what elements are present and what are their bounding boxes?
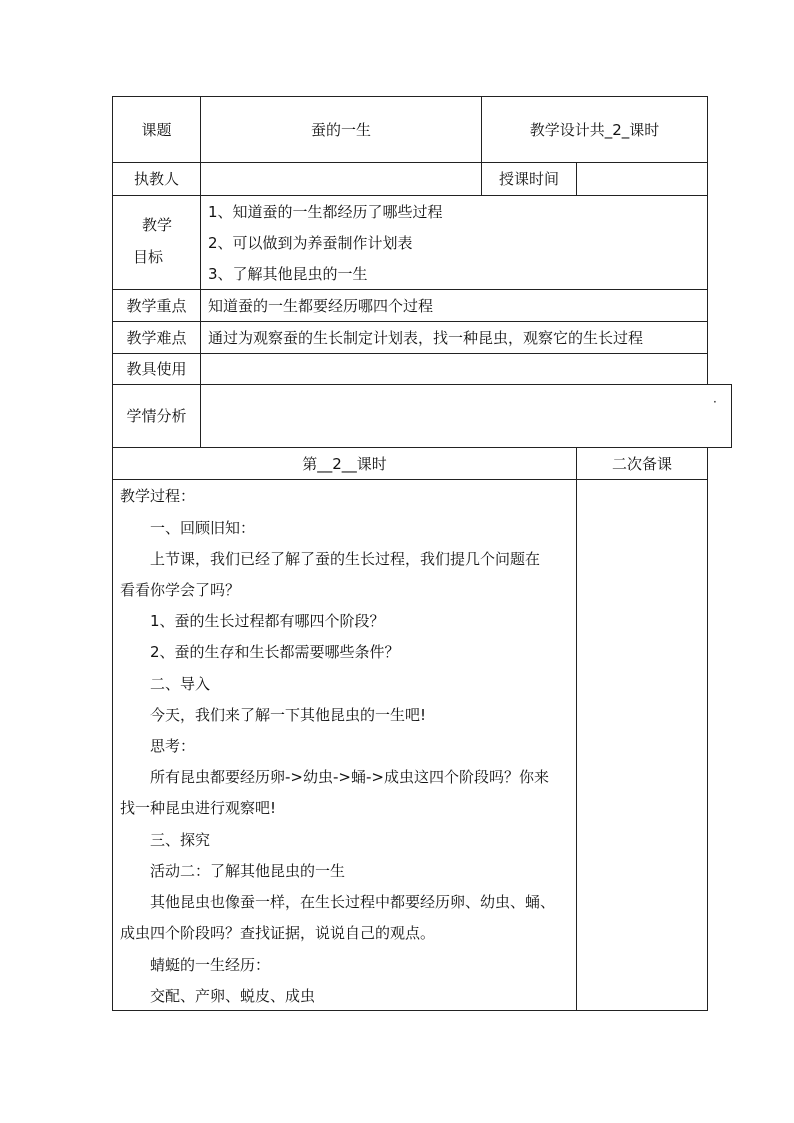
process-line: 三、探究	[150, 831, 211, 849]
session-label: 第__2__课时	[302, 454, 387, 473]
process-line: 找一种昆虫进行观察吧!	[120, 799, 277, 817]
border	[112, 1010, 708, 1011]
time-value	[582, 163, 706, 195]
process-line: 教学过程：	[120, 487, 196, 505]
key-points-value: 知道蚕的一生都要经历哪四个过程	[208, 296, 434, 315]
process-line: 2、蚕的生存和生长都需要哪些条件？	[150, 643, 400, 661]
tools-value	[208, 354, 706, 384]
process-line: 一、回顾旧知：	[150, 519, 256, 537]
process-line: 其他昆虫也像蚕一样，在生长过程中都要经历卵、幼虫、蛹、	[150, 893, 556, 911]
process-line: 所有昆虫都要经历卵->幼虫->蛹->成虫这四个阶段吗？你来	[150, 768, 549, 786]
goals-label-line1: 教学	[142, 216, 173, 234]
analysis-value	[208, 385, 706, 447]
process-line: 上节课，我们已经了解了蚕的生长过程，我们提几个问题在	[150, 550, 541, 568]
process-line: 今天，我们来了解一下其他昆虫的一生吧!	[150, 706, 427, 724]
topic-label: 课题	[141, 120, 172, 139]
analysis-mark: ·	[713, 395, 717, 409]
goal-item: 1、知道蚕的一生都经历了哪些过程	[208, 203, 443, 221]
teacher-label: 执教人	[133, 170, 179, 188]
border	[707, 447, 708, 1011]
process-line: 蜻蜓的一生经历：	[150, 956, 271, 974]
secondary-notes	[577, 480, 707, 1010]
border	[707, 96, 708, 385]
process-line: 二、导入	[150, 675, 211, 693]
process-line: 活动二：了解其他昆虫的一生	[150, 862, 346, 880]
border	[576, 162, 577, 196]
process-line: 1、蚕的生长过程都有哪四个阶段？	[150, 612, 385, 630]
goal-item: 3、了解其他昆虫的一生	[208, 265, 368, 283]
teaching-process	[113, 480, 576, 1010]
goals-list	[201, 196, 707, 289]
goal-item: 2、可以做到为养蚕制作计划表	[208, 234, 413, 252]
process-line: 看看你学会了吗？	[120, 581, 241, 599]
analysis-label: 学情分析	[126, 407, 187, 425]
goals-label-line2: 目标	[133, 248, 164, 266]
tools-label: 教具使用	[126, 360, 187, 378]
time-label: 授课时间	[498, 170, 559, 188]
process-line: 成虫四个阶段吗？查找证据，说说自己的观点。	[120, 924, 436, 942]
notes-label: 二次备课	[611, 454, 672, 473]
border	[731, 384, 732, 448]
teacher-value	[206, 163, 480, 195]
difficulties-value: 通过为观察蚕的生长制定计划表，找一种昆虫，观察它的生长过程	[208, 328, 644, 347]
goals-label	[113, 196, 200, 289]
topic-value: 蚕的一生	[310, 120, 371, 139]
process-line: 思考：	[150, 737, 196, 755]
difficulties-label: 教学难点	[126, 328, 187, 347]
key-points-label: 教学重点	[126, 296, 187, 315]
process-line: 交配、产卵、蜕皮、成虫	[150, 987, 316, 1005]
lesson-count: 教学设计共_2_课时	[529, 120, 660, 139]
